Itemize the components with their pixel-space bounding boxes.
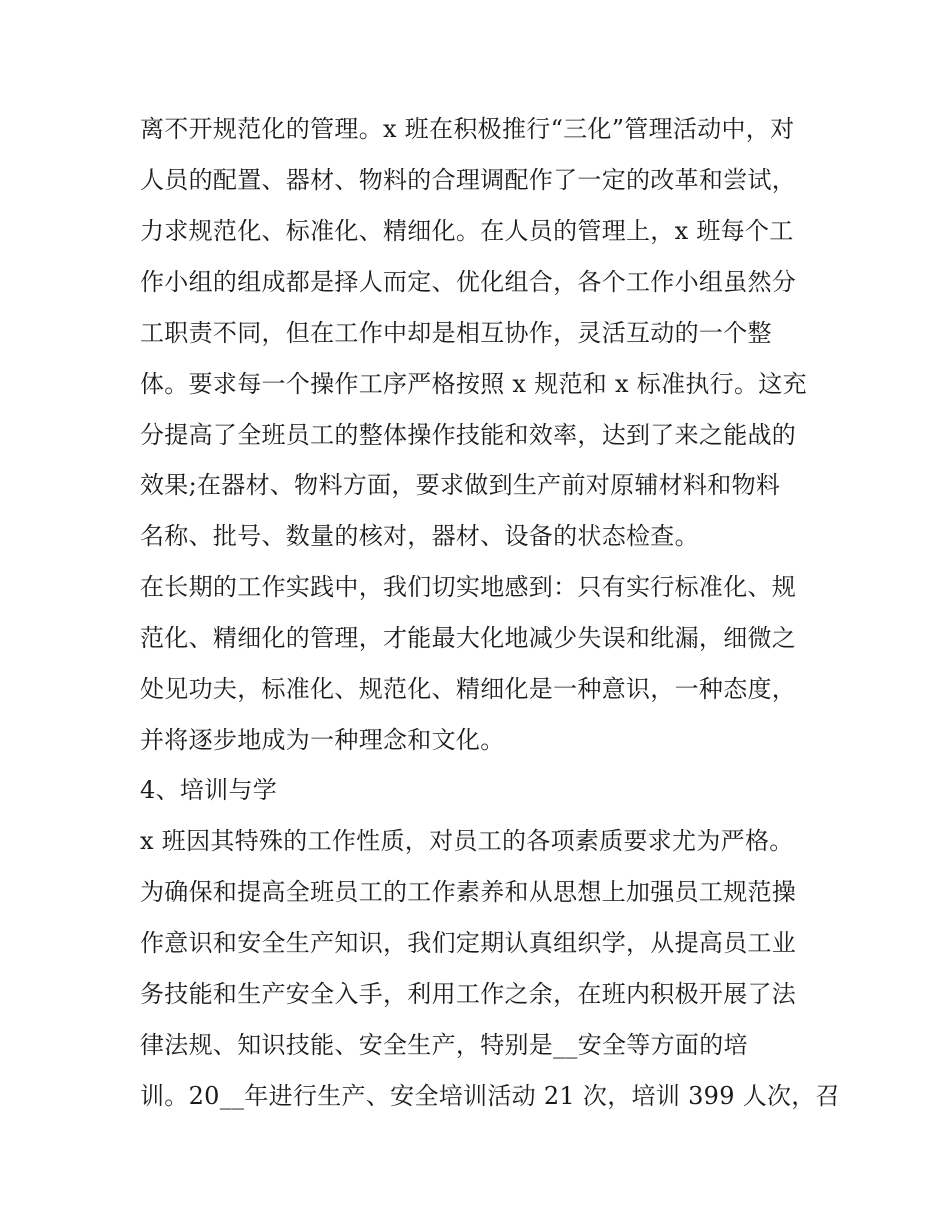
text-line-20: 训。20__年进行生产、安全培训活动 21 次，培训 399 人次，召 <box>140 1082 840 1110</box>
text-line-17: 作意识和安全生产知识，我们定期认真组织学，从提高员工业 <box>140 929 797 957</box>
text-line-10: 在长期的工作实践中，我们切实地感到：只有实行标准化、规 <box>140 573 797 601</box>
text-line-3: 力求规范化、标准化、精细化。在人员的管理上，x 班每个工 <box>140 217 794 245</box>
text-line-5: 工职责不同，但在工作中却是相互协作，灵活互动的一个整 <box>140 319 772 347</box>
text-line-1: 离不开规范化的管理。x 班在积极推行“三化”管理活动中，对 <box>140 115 795 143</box>
text-line-7: 分提高了全班员工的整体操作技能和效率，达到了来之能战的 <box>140 421 797 449</box>
text-line-16: 为确保和提高全班员工的工作素养和从思想上加强员工规范操 <box>140 878 797 906</box>
text-line-8: 效果;在器材、物料方面，要求做到生产前对原辅材料和物料 <box>140 471 781 499</box>
text-line-6: 体。要求每一个操作工序严格按照 x 规范和 x 标准执行。这充 <box>140 370 807 398</box>
text-line-12: 处见功夫，标准化、规范化、精细化是一种意识，一种态度， <box>140 675 797 703</box>
text-line-2: 人员的配置、器材、物料的合理调配作了一定的改革和尝试， <box>140 166 797 194</box>
text-line-9: 名称、批号、数量的核对，器材、设备的状态检查。 <box>140 522 699 550</box>
text-line-4: 作小组的组成都是择人而定、优化组合，各个工作小组虽然分 <box>140 268 797 296</box>
text-line-15: x 班因其特殊的工作性质，对员工的各项素质要求尤为严格。 <box>140 827 794 855</box>
text-line-11: 范化、精细化的管理，才能最大化地减少失误和纰漏，细微之 <box>140 624 797 652</box>
section-heading: 4、培训与学 <box>140 776 278 804</box>
text-line-19: 律法规、知识技能、安全生产，特别是__安全等方面的培 <box>140 1031 748 1059</box>
text-line-13: 并将逐步地成为一种理念和文化。 <box>140 726 505 754</box>
text-line-18: 务技能和生产安全入手，利用工作之余，在班内积极开展了法 <box>140 980 797 1008</box>
